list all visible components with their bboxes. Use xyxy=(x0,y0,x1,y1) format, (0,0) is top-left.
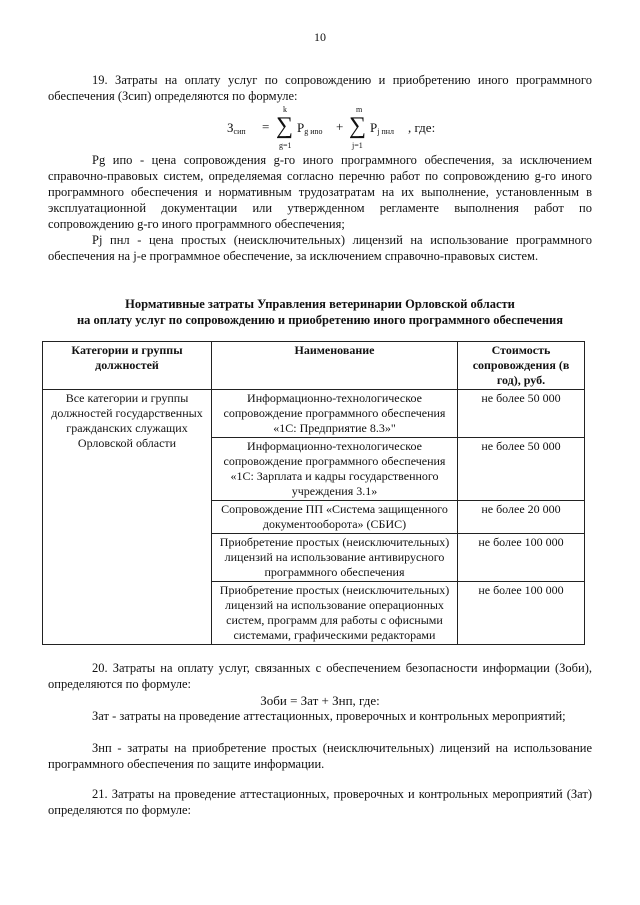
row-cost: не более 100 000 xyxy=(458,582,585,645)
formula-suffix: , где: xyxy=(408,120,436,135)
sum1-lower-limit: g=1 xyxy=(279,141,292,150)
header-categories: Категории и группы должностей xyxy=(43,342,212,390)
section-20-def-zat: Зат - затраты на проведение аттестационных, проверочных и контрольных мероприятий; xyxy=(92,709,566,723)
row-cost: не более 50 000 xyxy=(458,390,585,438)
section-19-intro: 19. Затраты на оплату услуг по сопровождению и приобретению иного программного обеспечения (Зсип) определяются по формуле: xyxy=(48,73,592,103)
header-name: Наименование xyxy=(212,342,458,390)
formula-term2: $P_{j пнл}$ xyxy=(370,120,395,136)
row-cost: не более 50 000 xyxy=(458,438,585,501)
row-cost: не более 100 000 xyxy=(458,534,585,582)
section-20-def-znp: Знп - затраты на приобретение простых (неисключительных) лицензий на использование программного обеспечения по защите информации. xyxy=(48,741,592,771)
row-cost: не более 20 000 xyxy=(458,501,585,534)
summation-symbol-2: ∑ xyxy=(349,113,367,139)
header-cost: Стоимость сопровождения (в год), руб. xyxy=(458,342,585,390)
row-name: Приобретение простых (неисключительных) лицензий на использование операционных систем, программ для работы с офисными системами, графическими редакторами xyxy=(212,582,458,645)
row-name: Сопровождение ПП «Система защищенного документооборота» (СБИС) xyxy=(212,501,458,534)
sum2-upper-limit: m xyxy=(356,105,363,114)
section-19-def-pg: Pg ипо - цена сопровождения g-го иного программного обеспечения, за исключением справочно-правовых систем, определяемая согласно перечню работ по сопровождению g-го иного программного обеспечения и нормативным трудозатратам на их выполнение, установленным в эксплуатационной документации или утвержденном регламенте выполнения работ по сопровождению g-го иного программного обеспечения; xyxy=(48,153,592,231)
section-20-intro: 20. Затраты на оплату услуг, связанных с обеспечением безопасности информации (Зоби), определяются по формуле: xyxy=(48,661,592,691)
row-name: Информационно-технологическое сопровождение программного обеспечения «1С: Предприятие 8.3»" xyxy=(212,390,458,438)
formula-plus: + xyxy=(336,119,344,134)
row-name: Информационно-технологическое сопровождение программного обеспечения «1С: Зарплата и кадры государственного учреждения 3.1» xyxy=(212,438,458,501)
table-heading-line1: Нормативные затраты Управления ветеринарии Орловской области xyxy=(125,297,515,311)
section-21-intro: 21. Затраты на проведение аттестационных, проверочных и контрольных мероприятий (Зат) определяются по формуле: xyxy=(48,787,592,817)
section-19-def-pj: Pj пнл - цена простых (неисключительных) лицензий на использование программного обеспечения на j-е программное обеспечение, за исключением справочно-правовых систем. xyxy=(48,233,592,263)
sum2-lower-limit: j=1 xyxy=(352,141,363,150)
sum1-upper-limit: k xyxy=(283,105,287,114)
summation-symbol-1: ∑ xyxy=(276,113,294,139)
formula-term1: $P_{g иnо}$ xyxy=(297,120,323,136)
norm-costs-table xyxy=(42,341,585,645)
table-row xyxy=(43,390,585,438)
table-heading-line2: на оплату услуг по сопровождению и приобретению иного программного обеспечения xyxy=(76,313,564,327)
formula-lhs: $З_{сип}$ xyxy=(227,120,246,136)
table-header-row xyxy=(43,342,585,390)
formula-equals: = xyxy=(262,119,270,134)
category-cell: Все категории и группы должностей государственных гражданских служащих Орловской области xyxy=(43,390,212,645)
row-name: Приобретение простых (неисключительных) лицензий на использование антивирусного программного обеспечения xyxy=(212,534,458,582)
formula-19 xyxy=(0,104,640,152)
section-20-formula: Зоби = Зат + Знп, где: xyxy=(260,693,380,708)
page-number: 10 xyxy=(314,30,326,44)
